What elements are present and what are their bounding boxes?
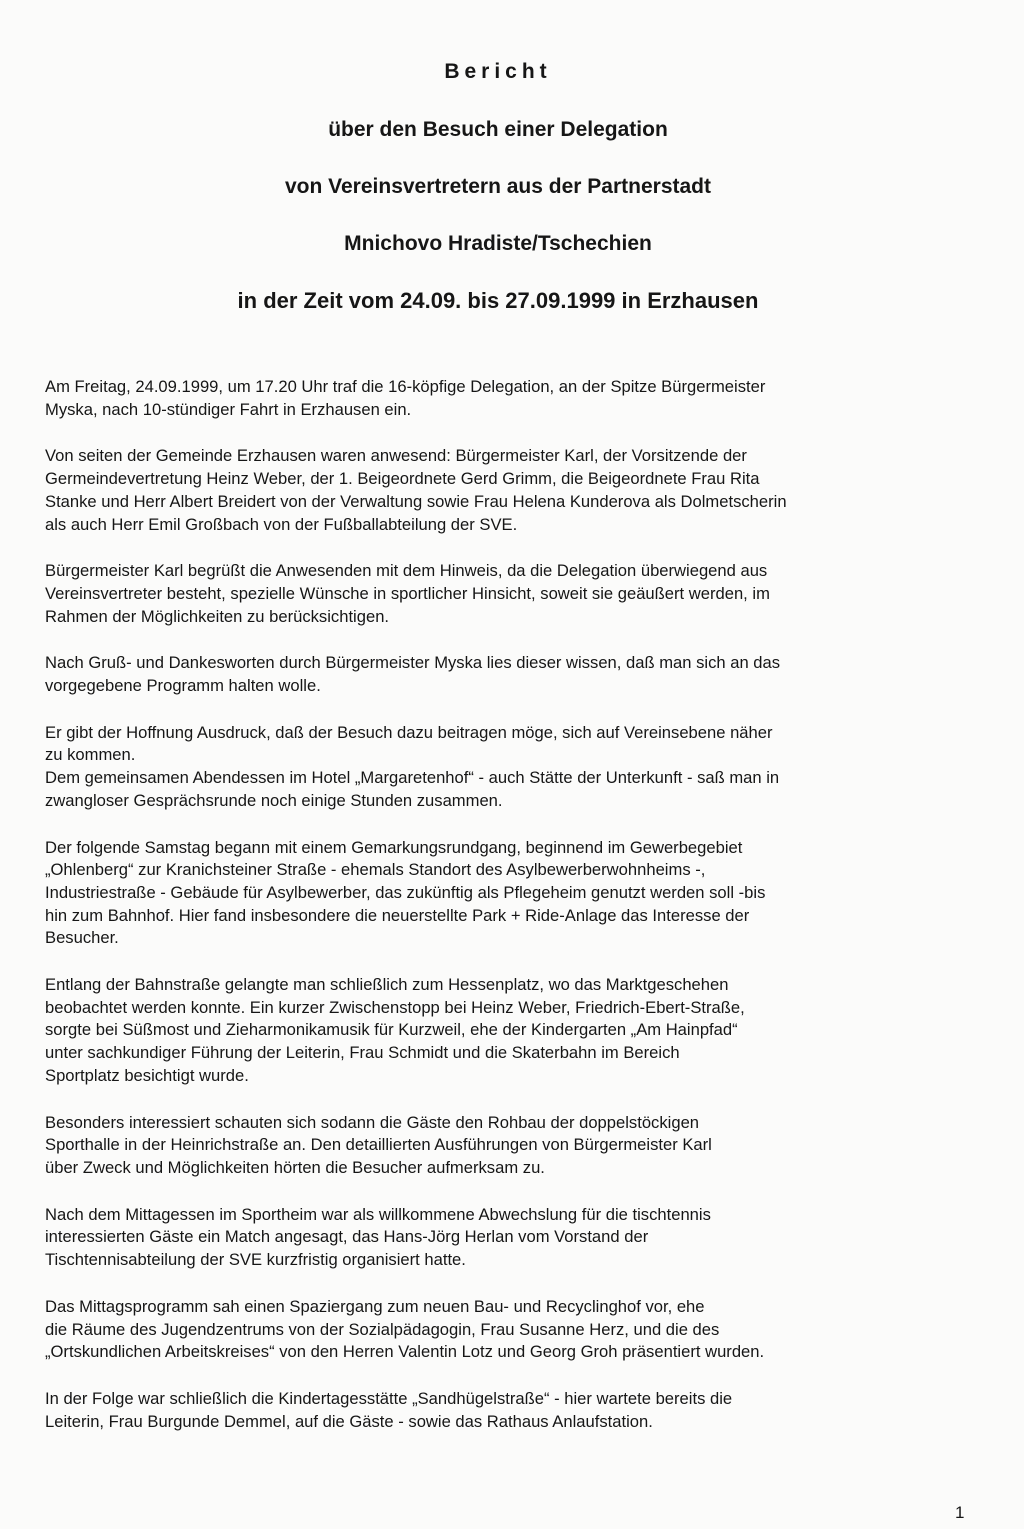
text-line: sorgte bei Süßmost und Zieharmonikamusik für Kurzweil, ehe der Kindergarten „Am Hainpfad“	[45, 1020, 738, 1040]
text-line: als auch Herr Emil Großbach von der Fußballabteilung der SVE.	[45, 514, 518, 534]
text-line: Das Mittagsprogramm sah einen Spaziergang zum neuen Bau- und Recyclinghof vor, ehe	[45, 1296, 705, 1316]
text-line: Bürgermeister Karl begrüßt die Anwesenden mit dem Hinweis, da die Delegation überwiegend aus	[45, 561, 768, 581]
text-line: Besucher.	[45, 928, 119, 948]
text-line: Sportplatz besichtigt wurde.	[45, 1065, 249, 1085]
text-line: Nach Gruß- und Dankesworten durch Bürgermeister Myska lies dieser wissen, daß man sich an das	[45, 653, 781, 673]
text-line: Am Freitag, 24.09.1999, um 17.20 Uhr traf die 16-köpfige Delegation, an der Spitze Bürgermeister	[45, 377, 766, 396]
text-line: Vereinsvertreter besteht, spezielle Wünsche in sportlicher Hinsicht, soweit sie geäußert werden, im	[45, 583, 770, 603]
text-line: Nach dem Mittagessen im Sportheim war als willkommene Abwechslung für die tischtennis	[45, 1204, 711, 1224]
text-line: Tischtennisabteilung der SVE kurzfristig organisiert hatte.	[45, 1250, 466, 1270]
paragraph	[45, 560, 950, 628]
paragraph	[45, 722, 950, 767]
text-line: Germeindevertretung Heinz Weber, der 1. Beigeordnete Gerd Grimm, die Beigeordnete Frau Rita	[45, 469, 760, 489]
text-line: „Ohlenberg“ zur Kranichsteiner Straße - ehemals Standort des Asylbewerberwohnheims -,	[45, 860, 706, 880]
text-line: über Zweck und Möglichkeiten hörten die Besucher aufmerksam zu.	[45, 1157, 545, 1177]
text-line: „Ortskundlichen Arbeitskreises“ von den Herren Valentin Lotz und Georg Groh präsentiert wurden.	[45, 1342, 765, 1362]
text-line: Rahmen der Möglichkeiten zu berücksichtigen.	[45, 606, 390, 626]
text-line: Stanke und Herr Albert Breidert von der Verwaltung sowie Frau Helena Kunderova als Dolmetscherin	[45, 491, 787, 511]
text-line: In der Folge war schließlich die Kindertagesstätte „Sandhügelstraße“ - hier wartete bereits die	[45, 1388, 733, 1408]
paragraph	[45, 445, 950, 536]
text-line: beobachtet werden konnte. Ein kurzer Zwischenstopp bei Heinz Weber, Friedrich-Ebert-Straße,	[45, 997, 745, 1017]
report-title: Bericht	[444, 60, 552, 83]
text-line: vorgegebene Programm halten wolle.	[45, 676, 321, 696]
heading-line-1: über den Besuch einer Delegation	[328, 118, 668, 141]
text-line: die Räume des Jugendzentrums von der Sozialpädagogin, Frau Susanne Herz, und die des	[45, 1319, 720, 1339]
text-line: interessierten Gäste ein Match angesagt, das Hans-Jörg Herlan vom Vorstand der	[45, 1227, 649, 1247]
report-body	[45, 376, 950, 1457]
paragraph	[45, 652, 950, 697]
text-line: unter sachkundiger Führung der Leiterin, Frau Schmidt und die Skaterbahn im Bereich	[45, 1043, 680, 1063]
text-line: Industriestraße - Gebäude für Asylbewerber, das zukünftig als Pflegeheim genutzt werden soll -bis	[45, 882, 766, 902]
text-line: Er gibt der Hoffnung Ausdruck, daß der Besuch dazu beitragen möge, sich auf Vereinsebene näher	[45, 722, 773, 742]
paragraph	[45, 1204, 950, 1272]
text-line: Dem gemeinsamen Abendessen im Hotel „Margaretenhof“ - auch Stätte der Unterkunft - saß man in	[45, 768, 780, 788]
text-line: Leiterin, Frau Burgunde Demmel, auf die Gäste - sowie das Rathaus Anlaufstation.	[45, 1411, 653, 1431]
paragraph	[45, 837, 950, 951]
paragraph	[45, 1112, 950, 1180]
text-line: Von seiten der Gemeinde Erzhausen waren anwesend: Bürgermeister Karl, der Vorsitzende der	[45, 446, 747, 466]
heading-line-4: in der Zeit vom 24.09. bis 27.09.1999 in Erzhausen	[237, 288, 759, 313]
text-line: zu kommen.	[45, 745, 136, 765]
paragraph	[45, 974, 950, 1088]
text-line: Besonders interessiert schauten sich sodann die Gäste den Rohbau der doppelstöckigen	[45, 1112, 700, 1132]
heading-line-3: Mnichovo Hradiste/Tschechien	[344, 232, 652, 255]
text-line: Sporthalle in der Heinrichstraße an. Den detaillierten Ausführungen von Bürgermeister Karl	[45, 1135, 712, 1155]
text-line: Entlang der Bahnstraße gelangte man schließlich zum Hessenplatz, wo das Marktgeschehen	[45, 975, 729, 995]
paragraph	[45, 1388, 950, 1433]
paragraph	[45, 376, 950, 421]
text-line: Myska, nach 10-stündiger Fahrt in Erzhausen ein.	[45, 399, 412, 419]
page-number: 1	[955, 1503, 965, 1522]
text-line: zwangloser Gesprächsrunde noch einige Stunden zusammen.	[45, 790, 503, 810]
text-line: hin zum Bahnhof. Hier fand insbesondere die neuerstellte Park + Ride-Anlage das Interesse der	[45, 905, 750, 925]
paragraph	[45, 767, 950, 812]
heading-line-2: von Vereinsvertretern aus der Partnerstadt	[284, 175, 711, 198]
paragraph	[45, 1296, 950, 1364]
text-line: Der folgende Samstag begann mit einem Gemarkungsrundgang, beginnend im Gewerbegebiet	[45, 837, 743, 857]
